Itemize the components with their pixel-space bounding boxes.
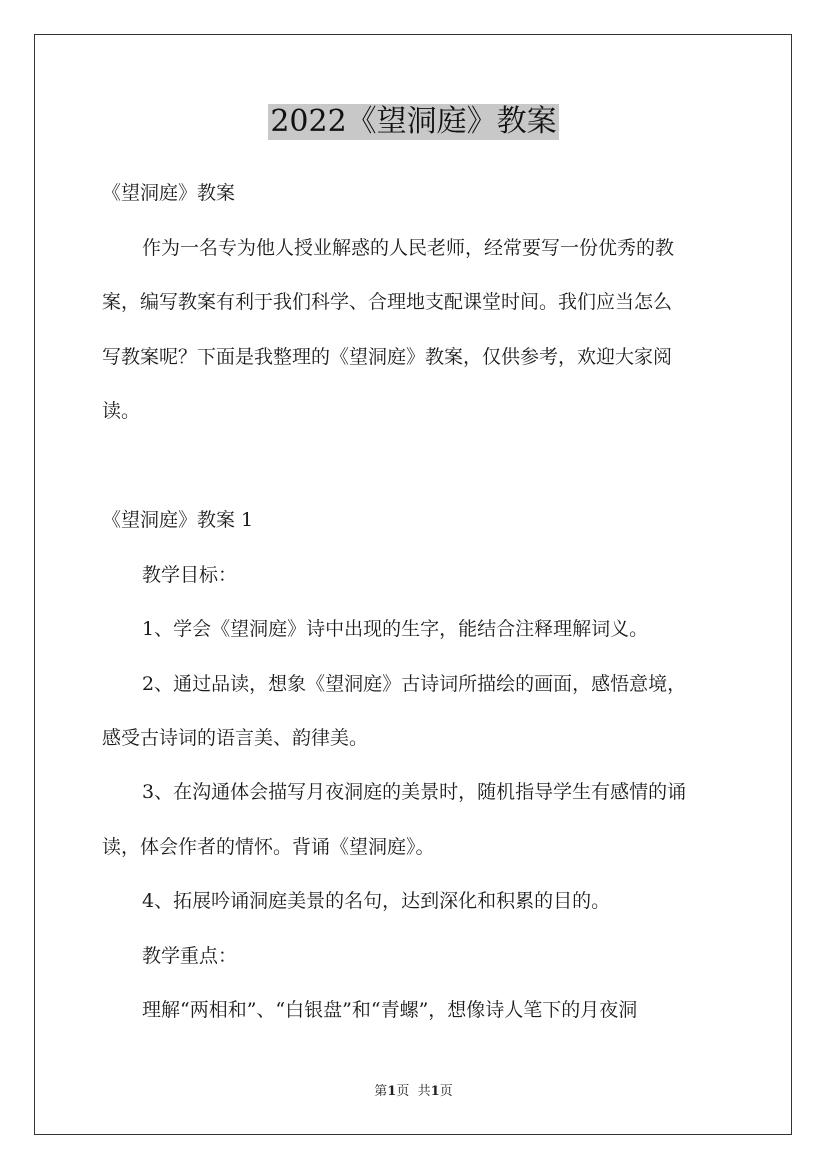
document-title: 2022《望洞庭》教案 xyxy=(270,104,557,139)
footer-page-prefix: 第 xyxy=(374,1084,388,1099)
footer-total-suffix: 页 xyxy=(439,1084,453,1099)
footer-page-number: 1 xyxy=(387,1084,397,1099)
footer-total-prefix: 共 xyxy=(417,1084,431,1099)
paragraph-line: 理解“两相和”、“白银盘”和“青螺”，想像诗人笔下的月夜洞 xyxy=(142,999,638,1021)
paragraph-line: 读。 xyxy=(102,400,141,422)
list-item: 3、在沟通体会描写月夜洞庭的美景时，随机指导学生有感情的诵 xyxy=(142,781,687,803)
footer-total-number: 1 xyxy=(430,1084,440,1099)
list-item: 2、通过品读，想象《望洞庭》古诗词所描绘的画面，感悟意境， xyxy=(142,673,687,695)
subheading: 教学目标： xyxy=(142,564,238,586)
list-item: 1、学会《望洞庭》诗中出现的生字，能结合注释理解词义。 xyxy=(142,618,649,640)
list-item-continuation: 读，体会作者的情怀。背诵《望洞庭》。 xyxy=(102,836,435,858)
paragraph-line: 作为一名专为他人授业解惑的人民老师，经常要写一份优秀的教 xyxy=(142,237,675,259)
paragraph-line: 案，编写教案有利于我们科学、合理地支配课堂时间。我们应当怎么 xyxy=(102,291,673,313)
paragraph-line: 写教案呢？下面是我整理的《望洞庭》教案，仅供参考，欢迎大家阅 xyxy=(102,346,673,368)
footer-page-suffix: 页 xyxy=(396,1084,410,1099)
subheading: 教学重点： xyxy=(142,945,238,967)
page-footer xyxy=(0,1084,827,1100)
section-heading: 《望洞庭》教案 xyxy=(102,182,236,204)
title-container xyxy=(0,104,827,140)
list-item: 4、拓展吟诵洞庭美景的名句，达到深化和积累的目的。 xyxy=(142,890,611,912)
section-heading: 《望洞庭》教案 1 xyxy=(102,509,254,531)
list-item-continuation: 感受古诗词的语言美、韵律美。 xyxy=(102,727,369,749)
